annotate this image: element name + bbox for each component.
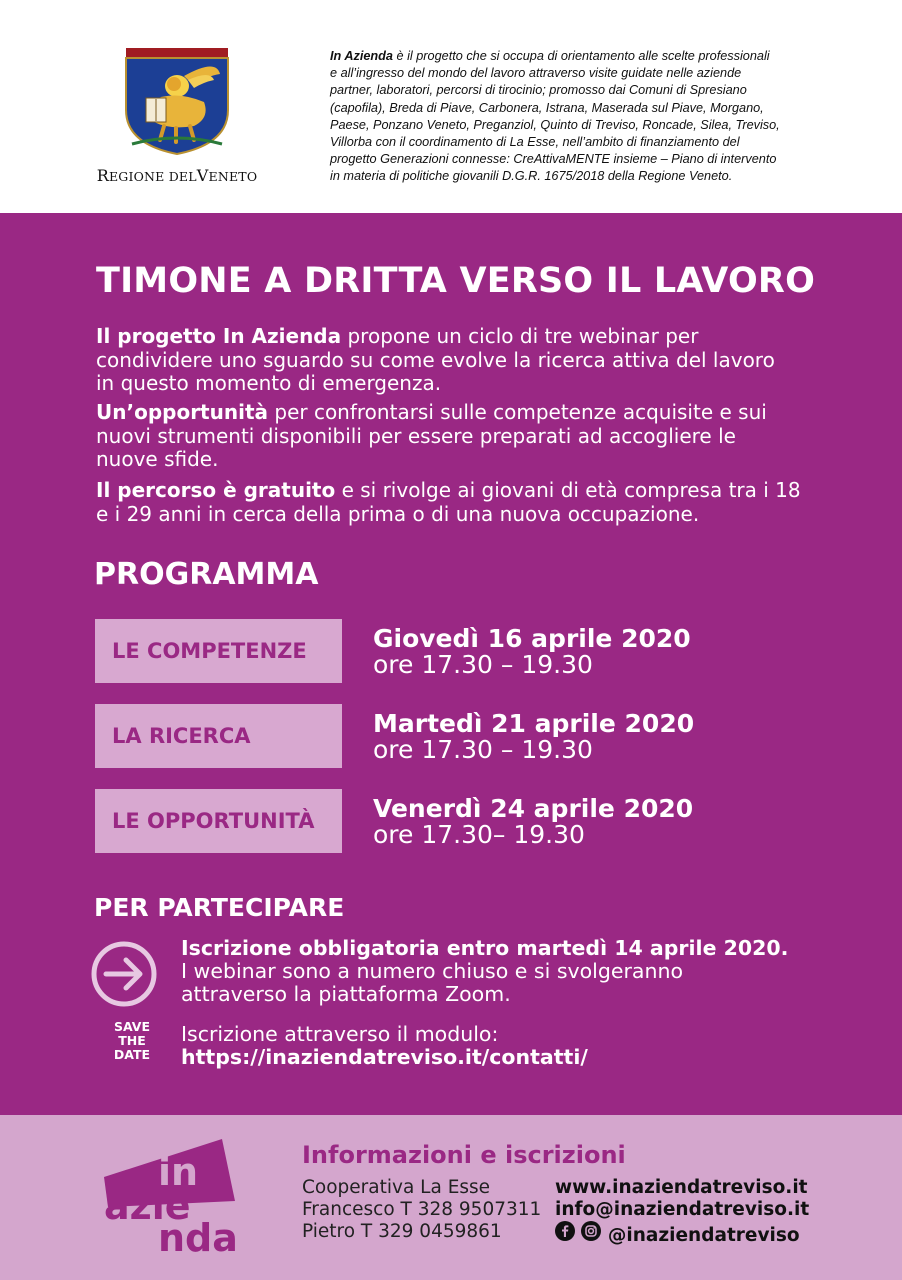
registration-form-info bbox=[181, 1023, 588, 1069]
in-azienda-logo bbox=[100, 1135, 255, 1255]
intro-paragraph-3: Il percorso è gratuito e si rivolge ai giovani di età compresa tra i 18 e i 29 anni in cerca della prima o di una nuova occupazione. bbox=[96, 478, 801, 526]
website-link[interactable]: www.inaziendatreviso.it bbox=[555, 1177, 808, 1198]
intro-paragraph-1: Il progetto In Azienda propone un ciclo di tre webinar per condividere uno sguardo su come evolve la ricerca attiva del lavoro in questo momento di emergenza. bbox=[96, 324, 775, 395]
social-row bbox=[555, 1221, 809, 1247]
project-description: In Azienda è il progetto che si occupa di orientamento alle scelte professionali e all’ingresso del mondo del lavoro attraverso visite guidate nelle aziende partner, laboratori, percorsi di tirocinio; promosso dai Comuni di Spresiano (capofila), Breda di Piave, Carbonera, Istrana, Maserada sul Piave, Morgano, Paese, Ponzano Veneto, Preganziol, Quinto di Treviso, Roncade, Silea, Treviso, Villorba con il coordinamento di La Esse, nell’ambito di finanziamento del progetto Generazioni connesse: CreAttivaMENTE insieme – Piano di intervento in materia di politiche giovanili D.G.R. 1675/2018 della Regione Veneto. bbox=[330, 49, 780, 184]
instagram-icon[interactable] bbox=[581, 1221, 601, 1241]
web-contacts bbox=[555, 1177, 809, 1247]
header bbox=[0, 0, 902, 213]
svg-text:in: in bbox=[158, 1150, 199, 1194]
region-name: REGIONE DELVENETO bbox=[96, 166, 258, 185]
main-section bbox=[0, 213, 902, 1115]
partecipare-title: PER PARTECIPARE bbox=[94, 893, 345, 922]
program-date-opportunita: Venerdì 24 aprile 2020 ore 17.30– 19.30 bbox=[373, 794, 694, 849]
form-label: Iscrizione attraverso il modulo: bbox=[181, 1022, 499, 1046]
program-label-ricerca: LA RICERCA bbox=[95, 704, 342, 768]
regione-veneto-crest-icon bbox=[124, 48, 230, 156]
contact-francesco: Francesco T 328 9507311 bbox=[302, 1199, 542, 1220]
registration-info: Iscrizione obbligatoria entro martedì 14 aprile 2020. I webinar sono a numero chiuso e si svolgeranno attraverso la piattaforma Zoom. bbox=[181, 936, 789, 1006]
contact-organization: Cooperativa La Esse bbox=[302, 1177, 491, 1198]
contacts bbox=[302, 1177, 541, 1243]
info-title: Informazioni e iscrizioni bbox=[302, 1141, 626, 1169]
contact-pietro: Pietro T 329 0459861 bbox=[302, 1221, 502, 1242]
main-title: TIMONE A DRITTA VERSO IL LAVORO bbox=[96, 261, 816, 301]
program-date-competenze: Giovedì 16 aprile 2020 ore 17.30 – 19.30 bbox=[373, 624, 691, 679]
intro-paragraph-2: Un’opportunità per confrontarsi sulle competenze acquisite e sui nuovi strumenti disponibili per essere preparati ad accogliere le nuove sfide. bbox=[96, 400, 767, 471]
save-the-date-badge: SAVE THE DATE bbox=[113, 1019, 151, 1062]
form-link[interactable]: https://inaziendatreviso.it/contatti/ bbox=[181, 1045, 588, 1069]
svg-text:azie: azie bbox=[104, 1184, 191, 1228]
programma-title: PROGRAMMA bbox=[94, 557, 319, 592]
footer bbox=[0, 1115, 902, 1280]
email-link[interactable]: info@inaziendatreviso.it bbox=[555, 1199, 810, 1220]
facebook-icon[interactable] bbox=[555, 1221, 575, 1241]
program-label-competenze: LE COMPETENZE bbox=[95, 619, 342, 683]
program-label-opportunita: LE OPPORTUNITÀ bbox=[95, 789, 342, 853]
program-date-ricerca: Martedì 21 aprile 2020 ore 17.30 – 19.30 bbox=[373, 709, 695, 764]
arrow-right-circle-icon bbox=[90, 940, 158, 1008]
social-handle[interactable]: @inaziendatreviso bbox=[607, 1225, 800, 1246]
svg-text:nda: nda bbox=[158, 1216, 238, 1255]
